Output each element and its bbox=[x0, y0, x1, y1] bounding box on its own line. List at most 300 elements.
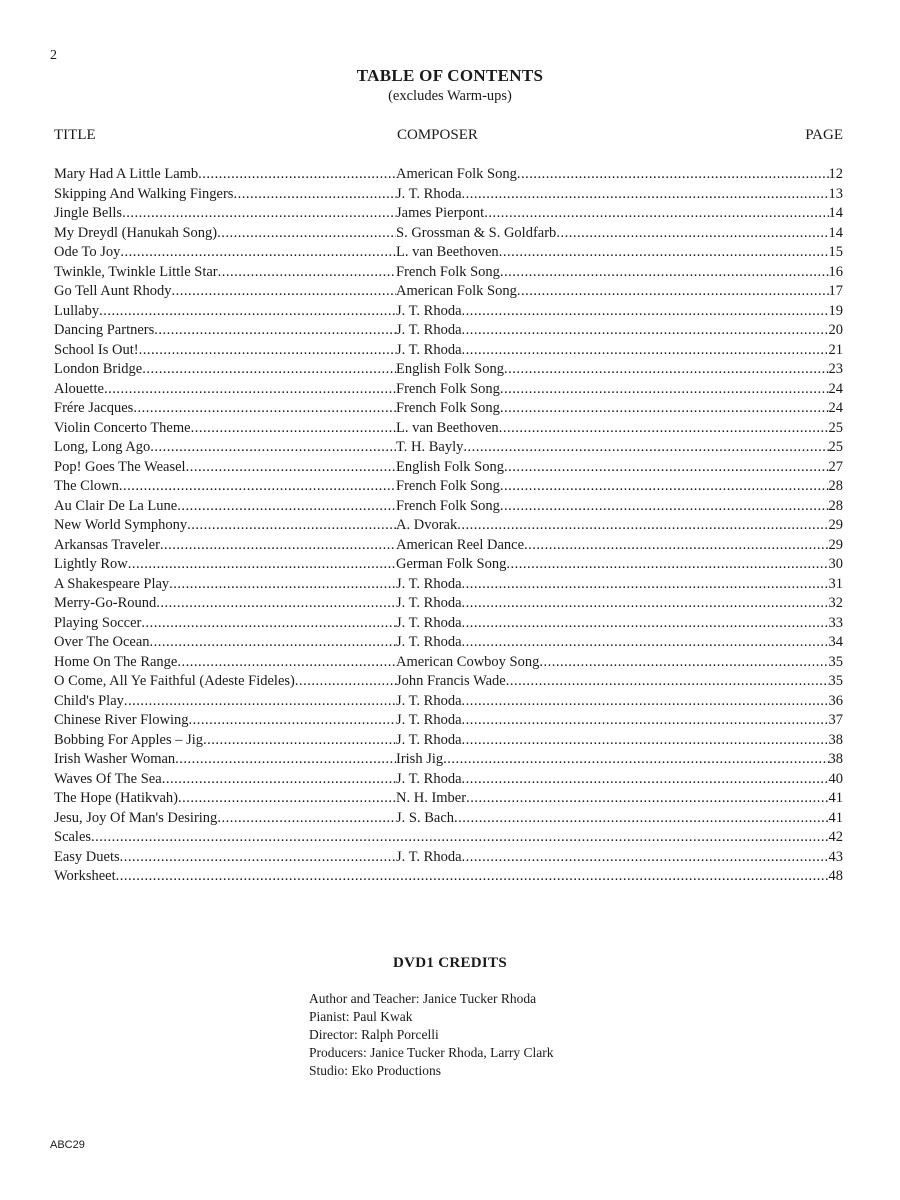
toc-entry-page: 32 bbox=[828, 595, 843, 611]
toc-entry bbox=[54, 770, 843, 790]
toc-entry bbox=[54, 828, 843, 848]
toc-entry-title: Long, Long Ago bbox=[54, 439, 151, 455]
toc-entry-title-cell bbox=[54, 224, 396, 244]
toc-entry-composer: French Folk Song bbox=[396, 478, 500, 494]
toc-entry-title: Scales bbox=[54, 829, 92, 845]
toc-entry bbox=[54, 614, 843, 634]
toc-entry-title: Home On The Range bbox=[54, 653, 178, 670]
dot-leader bbox=[466, 789, 828, 809]
toc-entry-title: Skipping And Walking Fingers bbox=[54, 185, 234, 202]
toc-entry-composer: James Pierpont bbox=[396, 205, 485, 221]
dot-leader bbox=[142, 360, 396, 380]
toc-entry-page: 41 bbox=[828, 790, 843, 806]
toc-entry-composer: J. T. Rhoda bbox=[396, 322, 462, 338]
toc-entry-title-cell bbox=[54, 770, 396, 790]
toc-entry-composer-cell bbox=[396, 438, 829, 458]
dot-leader bbox=[178, 789, 396, 809]
toc-entry bbox=[54, 555, 843, 575]
toc-entry-composer: American Folk Song bbox=[396, 166, 517, 182]
toc-entry-page: 40 bbox=[828, 770, 843, 787]
dot-leader bbox=[506, 672, 829, 692]
toc-entry-title: Jingle Bells bbox=[54, 205, 123, 221]
toc-entry-title: Go Tell Aunt Rhody bbox=[54, 283, 172, 299]
toc-entry bbox=[54, 360, 843, 380]
toc-entry-composer: J. T. Rhoda bbox=[396, 595, 462, 611]
toc-entry-title: Easy Duets bbox=[54, 848, 120, 865]
toc-entry-title-cell bbox=[54, 633, 396, 653]
dot-leader bbox=[462, 633, 829, 653]
dot-leader bbox=[187, 516, 396, 536]
toc-entry-composer-cell bbox=[396, 224, 829, 244]
toc-entry-page: 25 bbox=[828, 419, 843, 436]
toc-entry-page: 31 bbox=[828, 575, 843, 592]
toc-entry-composer: French Folk Song bbox=[396, 400, 500, 416]
dot-leader bbox=[396, 828, 829, 848]
dot-leader bbox=[189, 711, 396, 731]
credit-line: Author and Teacher: Janice Tucker Rhoda bbox=[309, 991, 537, 1006]
toc-entry-title-cell bbox=[54, 302, 396, 322]
toc-entry-title-cell bbox=[54, 341, 396, 361]
toc-entry-title: O Come, All Ye Faithful (Adeste Fideles) bbox=[54, 673, 295, 689]
dot-leader bbox=[457, 516, 828, 536]
toc-entry-page: 14 bbox=[828, 224, 843, 241]
toc-entry-composer: S. Grossman & S. Goldfarb bbox=[396, 224, 557, 241]
toc-entry-title-cell bbox=[54, 165, 396, 185]
dot-leader bbox=[203, 731, 396, 751]
toc-entry-composer-cell bbox=[396, 380, 829, 400]
toc-entry-title: New World Symphony bbox=[54, 517, 188, 533]
dot-leader bbox=[104, 380, 396, 400]
toc-entry bbox=[54, 867, 843, 887]
toc-entry-title-cell bbox=[54, 516, 396, 536]
toc-entry-composer: French Folk Song bbox=[396, 380, 500, 397]
dot-leader bbox=[500, 380, 829, 400]
toc-entry-title-cell bbox=[54, 282, 396, 302]
toc-entry-title-cell bbox=[54, 263, 396, 283]
dot-leader bbox=[484, 204, 828, 224]
toc-entry bbox=[54, 321, 843, 341]
toc-entry bbox=[54, 477, 843, 497]
dot-leader bbox=[454, 809, 829, 829]
dot-leader bbox=[122, 204, 396, 224]
toc-entry-composer-cell bbox=[396, 341, 829, 361]
toc-entry-composer-cell bbox=[396, 185, 829, 205]
toc-entry bbox=[54, 633, 843, 653]
dot-leader bbox=[124, 692, 396, 712]
dot-leader bbox=[177, 497, 396, 517]
dot-leader bbox=[504, 458, 829, 478]
toc-entry-title-cell bbox=[54, 497, 396, 517]
toc-entry-title-cell bbox=[54, 360, 396, 380]
dot-leader bbox=[139, 341, 396, 361]
toc-entry-title: Dancing Partners bbox=[54, 322, 155, 338]
toc-entry-composer-cell bbox=[396, 263, 829, 283]
toc-entry-composer-cell bbox=[396, 536, 829, 556]
toc-entry-page: 33 bbox=[828, 614, 843, 631]
toc-entry bbox=[54, 750, 843, 770]
toc-entry-composer: French Folk Song bbox=[396, 497, 500, 514]
toc-entry-title: Arkansas Traveler bbox=[54, 536, 160, 553]
toc-entry-page: 35 bbox=[828, 653, 843, 670]
toc-entry-page: 19 bbox=[828, 302, 843, 319]
toc-entry-composer: J. T. Rhoda bbox=[396, 302, 462, 319]
toc-entry-composer: L. van Beethoven bbox=[396, 244, 499, 260]
toc-entry-title-cell bbox=[54, 848, 396, 868]
toc-entry-composer: German Folk Song bbox=[396, 556, 507, 572]
toc-entry bbox=[54, 224, 843, 244]
toc-entry bbox=[54, 302, 843, 322]
dot-leader bbox=[133, 399, 396, 419]
page-subtitle: (excludes Warm-ups) bbox=[388, 88, 512, 104]
toc-entry-title-cell bbox=[54, 711, 396, 731]
toc-entry bbox=[54, 809, 843, 829]
toc-entry-title-cell bbox=[54, 321, 396, 341]
dot-leader bbox=[217, 224, 396, 244]
dot-leader bbox=[156, 594, 396, 614]
toc-entry-composer: English Folk Song bbox=[396, 361, 504, 377]
dot-leader bbox=[160, 536, 396, 556]
toc-entry-composer: J. T. Rhoda bbox=[396, 341, 462, 358]
toc-entry-title-cell bbox=[54, 692, 396, 712]
toc-entry bbox=[54, 848, 843, 868]
toc-entry-composer: A. Dvorak bbox=[396, 517, 458, 533]
dot-leader bbox=[500, 477, 829, 497]
toc-entry-composer: J. T. Rhoda bbox=[396, 185, 462, 202]
toc-entry-composer: J. T. Rhoda bbox=[396, 692, 462, 709]
dot-leader bbox=[462, 575, 829, 595]
credit-line: Pianist: Paul Kwak bbox=[309, 1009, 413, 1024]
toc-entry-title-cell bbox=[54, 789, 396, 809]
dot-leader bbox=[233, 185, 396, 205]
column-headers bbox=[54, 127, 843, 147]
toc-entry-title: My Dreydl (Hanukah Song) bbox=[54, 224, 218, 241]
dot-leader bbox=[396, 867, 829, 887]
dot-leader bbox=[463, 438, 828, 458]
toc-entry-title: The Hope (Hatikvah) bbox=[54, 790, 179, 806]
toc-entry-title: Waves Of The Sea bbox=[54, 770, 162, 787]
toc-entry-title-cell bbox=[54, 536, 396, 556]
toc-entry-title: Over The Ocean bbox=[54, 634, 150, 650]
toc-entry-composer-cell bbox=[396, 594, 829, 614]
dot-leader bbox=[217, 809, 396, 829]
toc-entry-title: A Shakespeare Play bbox=[54, 575, 170, 592]
toc-entry-composer: John Francis Wade bbox=[396, 673, 506, 689]
toc-entry-composer-cell bbox=[396, 477, 829, 497]
toc-entry-title: Frére Jacques bbox=[54, 400, 134, 416]
dot-leader bbox=[175, 750, 396, 770]
toc-entry bbox=[54, 341, 843, 361]
toc-entry-composer: L. van Beethoven bbox=[396, 419, 499, 436]
toc-entry-composer-cell bbox=[396, 789, 829, 809]
dot-leader bbox=[462, 770, 829, 790]
toc-entry-page: 34 bbox=[828, 634, 843, 650]
toc-entry bbox=[54, 516, 843, 536]
toc-entry-title: Bobbing For Apples – Jig bbox=[54, 731, 204, 748]
dot-leader bbox=[517, 282, 829, 302]
toc-entry-composer-cell bbox=[396, 750, 829, 770]
dot-leader bbox=[120, 243, 396, 263]
dot-leader bbox=[462, 731, 829, 751]
toc-entry-composer: J. S. Bach bbox=[396, 809, 454, 826]
toc-entry bbox=[54, 243, 843, 263]
catalog-code: ABC29 bbox=[50, 1139, 85, 1151]
toc-entry-composer-cell bbox=[396, 711, 829, 731]
toc-entry-title: Mary Had A Little Lamb bbox=[54, 166, 199, 182]
toc-entry-title-cell bbox=[54, 380, 396, 400]
toc-entry-page: 37 bbox=[828, 712, 843, 728]
column-header-page: PAGE bbox=[805, 127, 843, 143]
toc-entry-composer: J. T. Rhoda bbox=[396, 614, 462, 631]
dot-leader bbox=[91, 828, 396, 848]
toc-entry bbox=[54, 458, 843, 478]
toc-entry bbox=[54, 165, 843, 185]
toc-entry-title-cell bbox=[54, 867, 396, 887]
toc-entry-composer-cell bbox=[396, 770, 829, 790]
dot-leader bbox=[462, 302, 829, 322]
toc-entry-page: 38 bbox=[828, 731, 843, 748]
toc-entry-page: 20 bbox=[828, 322, 843, 338]
toc-entry-page: 24 bbox=[828, 400, 843, 416]
dot-leader bbox=[462, 185, 829, 205]
toc-entry bbox=[54, 185, 843, 205]
dot-leader bbox=[295, 672, 396, 692]
toc-entry bbox=[54, 731, 843, 751]
credits-list bbox=[309, 990, 553, 1080]
toc-entry-page: 24 bbox=[828, 380, 843, 397]
toc-entry-title: Lightly Row bbox=[54, 556, 128, 572]
toc-entry-title: Twinkle, Twinkle Little Star bbox=[54, 263, 218, 280]
toc-entry bbox=[54, 711, 843, 731]
credit-line: Producers: Janice Tucker Rhoda, Larry Clark bbox=[309, 1045, 554, 1060]
toc-entry-composer-cell bbox=[396, 458, 829, 478]
toc-entry-page: 48 bbox=[828, 868, 843, 884]
credits-section bbox=[0, 955, 900, 1078]
toc-entry-page: 28 bbox=[828, 478, 843, 494]
column-header-title: TITLE bbox=[54, 127, 96, 143]
toc-entry-composer-cell bbox=[396, 848, 829, 868]
toc-list bbox=[54, 165, 843, 887]
toc-entry-title: School Is Out! bbox=[54, 341, 139, 358]
toc-entry-title-cell bbox=[54, 419, 396, 439]
dot-leader bbox=[172, 282, 396, 302]
toc-entry-title: Pop! Goes The Weasel bbox=[54, 458, 186, 475]
toc-entry-page: 15 bbox=[828, 244, 843, 260]
dot-leader bbox=[500, 497, 829, 517]
toc-entry-title: Ode To Joy bbox=[54, 244, 121, 260]
dot-leader bbox=[162, 770, 396, 790]
toc-entry-composer-cell bbox=[396, 204, 829, 224]
toc-entry-title: Lullaby bbox=[54, 302, 100, 319]
dot-leader bbox=[99, 302, 396, 322]
toc-entry bbox=[54, 672, 843, 692]
toc-entry-composer-cell bbox=[396, 302, 829, 322]
toc-entry-page: 25 bbox=[828, 439, 843, 455]
toc-entry-title-cell bbox=[54, 204, 396, 224]
toc-entry-title-cell bbox=[54, 750, 396, 770]
toc-entry-composer-cell bbox=[396, 516, 829, 536]
dot-leader bbox=[128, 555, 396, 575]
toc-entry-composer-cell bbox=[396, 282, 829, 302]
toc-entry-composer-cell bbox=[396, 243, 829, 263]
toc-entry-composer-cell bbox=[396, 575, 829, 595]
dot-leader bbox=[462, 711, 829, 731]
toc-entry-title: Alouette bbox=[54, 380, 104, 397]
toc-entry-composer-cell bbox=[396, 867, 829, 887]
toc-entry-title: Worksheet bbox=[54, 868, 116, 884]
dot-leader bbox=[191, 419, 396, 439]
toc-entry-title-cell bbox=[54, 243, 396, 263]
dot-leader bbox=[462, 341, 829, 361]
dot-leader bbox=[198, 165, 396, 185]
toc-entry bbox=[54, 204, 843, 224]
dot-leader bbox=[218, 263, 396, 283]
page-number: 2 bbox=[50, 48, 57, 63]
toc-entry-title-cell bbox=[54, 477, 396, 497]
toc-entry-composer: J. T. Rhoda bbox=[396, 634, 462, 650]
toc-entry-composer-cell bbox=[396, 731, 829, 751]
dot-leader bbox=[186, 458, 396, 478]
toc-entry bbox=[54, 594, 843, 614]
toc-entry bbox=[54, 575, 843, 595]
toc-entry-page: 21 bbox=[828, 341, 843, 358]
dot-leader bbox=[524, 536, 828, 556]
toc-entry-title-cell bbox=[54, 438, 396, 458]
toc-entry-title-cell bbox=[54, 458, 396, 478]
credit-line: Director: Ralph Porcelli bbox=[309, 1027, 439, 1042]
toc-entry-title: Jesu, Joy Of Man's Desiring bbox=[54, 809, 218, 826]
toc-entry-composer-cell bbox=[396, 419, 829, 439]
toc-entry-page: 23 bbox=[828, 361, 843, 377]
toc-entry-title-cell bbox=[54, 828, 396, 848]
toc-entry-composer-cell bbox=[396, 555, 829, 575]
toc-entry-composer: Irish Jig bbox=[396, 751, 444, 767]
dot-leader bbox=[116, 867, 396, 887]
toc-entry-composer-cell bbox=[396, 633, 829, 653]
toc-entry bbox=[54, 692, 843, 712]
toc-header bbox=[0, 66, 900, 105]
toc-entry-page: 14 bbox=[828, 205, 843, 221]
toc-entry-composer-cell bbox=[396, 692, 829, 712]
toc-entry bbox=[54, 282, 843, 302]
credits-title: DVD1 CREDITS bbox=[392, 955, 508, 971]
toc-entry-composer-cell bbox=[396, 809, 829, 829]
toc-entry-composer-cell bbox=[396, 497, 829, 517]
dot-leader bbox=[150, 438, 396, 458]
dot-leader bbox=[462, 321, 829, 341]
toc-entry-composer: N. H. Imber bbox=[396, 790, 467, 806]
toc-entry-page: 12 bbox=[828, 166, 843, 182]
toc-entry-title-cell bbox=[54, 555, 396, 575]
dot-leader bbox=[500, 399, 829, 419]
dot-leader bbox=[462, 848, 829, 868]
toc-entry-composer-cell bbox=[396, 399, 829, 419]
toc-entry-composer-cell bbox=[396, 614, 829, 634]
toc-entry-page: 38 bbox=[828, 751, 843, 767]
toc-entry-page: 13 bbox=[828, 185, 843, 202]
toc-entry-composer-cell bbox=[396, 828, 829, 848]
toc-entry-title-cell bbox=[54, 594, 396, 614]
toc-entry bbox=[54, 263, 843, 283]
toc-entry-page: 41 bbox=[828, 809, 843, 826]
dot-leader bbox=[462, 614, 829, 634]
toc-entry-page: 29 bbox=[828, 517, 843, 533]
toc-entry-title-cell bbox=[54, 672, 396, 692]
toc-entry bbox=[54, 399, 843, 419]
toc-entry bbox=[54, 653, 843, 673]
toc-entry-composer-cell bbox=[396, 321, 829, 341]
toc-entry-page: 35 bbox=[828, 673, 843, 689]
dot-leader bbox=[443, 750, 828, 770]
toc-entry-title-cell bbox=[54, 653, 396, 673]
dot-leader bbox=[499, 419, 829, 439]
dot-leader bbox=[499, 243, 829, 263]
dot-leader bbox=[119, 477, 396, 497]
toc-entry-title-cell bbox=[54, 809, 396, 829]
toc-entry-page: 43 bbox=[828, 848, 843, 865]
toc-entry-title-cell bbox=[54, 399, 396, 419]
toc-entry-composer: American Reel Dance bbox=[396, 536, 525, 553]
dot-leader bbox=[141, 614, 396, 634]
toc-entry bbox=[54, 497, 843, 517]
toc-entry-composer: J. T. Rhoda bbox=[396, 712, 462, 728]
toc-entry-title: Playing Soccer bbox=[54, 614, 142, 631]
toc-entry-page: 27 bbox=[828, 458, 843, 475]
toc-entry-composer-cell bbox=[396, 672, 829, 692]
dot-leader bbox=[154, 321, 396, 341]
toc-entry-title: Au Clair De La Lune bbox=[54, 497, 178, 514]
dot-leader bbox=[517, 165, 829, 185]
dot-leader bbox=[504, 360, 829, 380]
toc-entry-page: 28 bbox=[828, 497, 843, 514]
toc-entry bbox=[54, 438, 843, 458]
toc-entry-title: Chinese River Flowing bbox=[54, 712, 189, 728]
toc-entry bbox=[54, 789, 843, 809]
toc-entry bbox=[54, 419, 843, 439]
toc-entry-page: 29 bbox=[828, 536, 843, 553]
toc-entry-title-cell bbox=[54, 185, 396, 205]
toc-entry-composer: American Folk Song bbox=[396, 283, 517, 299]
dot-leader bbox=[177, 653, 396, 673]
dot-leader bbox=[539, 653, 828, 673]
credit-line: Studio: Eko Productions bbox=[309, 1063, 442, 1078]
toc-entry-title: Irish Washer Woman bbox=[54, 751, 176, 767]
toc-entry-composer: T. H. Bayly bbox=[396, 439, 464, 455]
toc-entry-composer: J. T. Rhoda bbox=[396, 770, 462, 787]
toc-entry-title-cell bbox=[54, 731, 396, 751]
toc-entry bbox=[54, 380, 843, 400]
dot-leader bbox=[169, 575, 396, 595]
dot-leader bbox=[462, 692, 829, 712]
toc-entry-page: 30 bbox=[828, 556, 843, 572]
toc-entry-composer: American Cowboy Song bbox=[396, 653, 540, 670]
dot-leader bbox=[462, 594, 829, 614]
toc-entry-composer-cell bbox=[396, 360, 829, 380]
toc-entry-composer: French Folk Song bbox=[396, 263, 500, 280]
toc-entry-title: The Clown bbox=[54, 478, 119, 494]
toc-entry-page: 36 bbox=[828, 692, 843, 709]
toc-entry-title: London Bridge bbox=[54, 361, 143, 377]
toc-entry-title: Merry-Go-Round bbox=[54, 595, 157, 611]
toc-entry-composer: J. T. Rhoda bbox=[396, 731, 462, 748]
toc-entry-page: 17 bbox=[828, 283, 843, 299]
toc-entry-page: 16 bbox=[828, 263, 843, 280]
dot-leader bbox=[500, 263, 829, 283]
toc-entry-page: 42 bbox=[828, 829, 843, 845]
toc-entry bbox=[54, 536, 843, 556]
toc-entry-title-cell bbox=[54, 614, 396, 634]
toc-entry-composer: J. T. Rhoda bbox=[396, 848, 462, 865]
toc-entry-title: Child's Play bbox=[54, 692, 124, 709]
